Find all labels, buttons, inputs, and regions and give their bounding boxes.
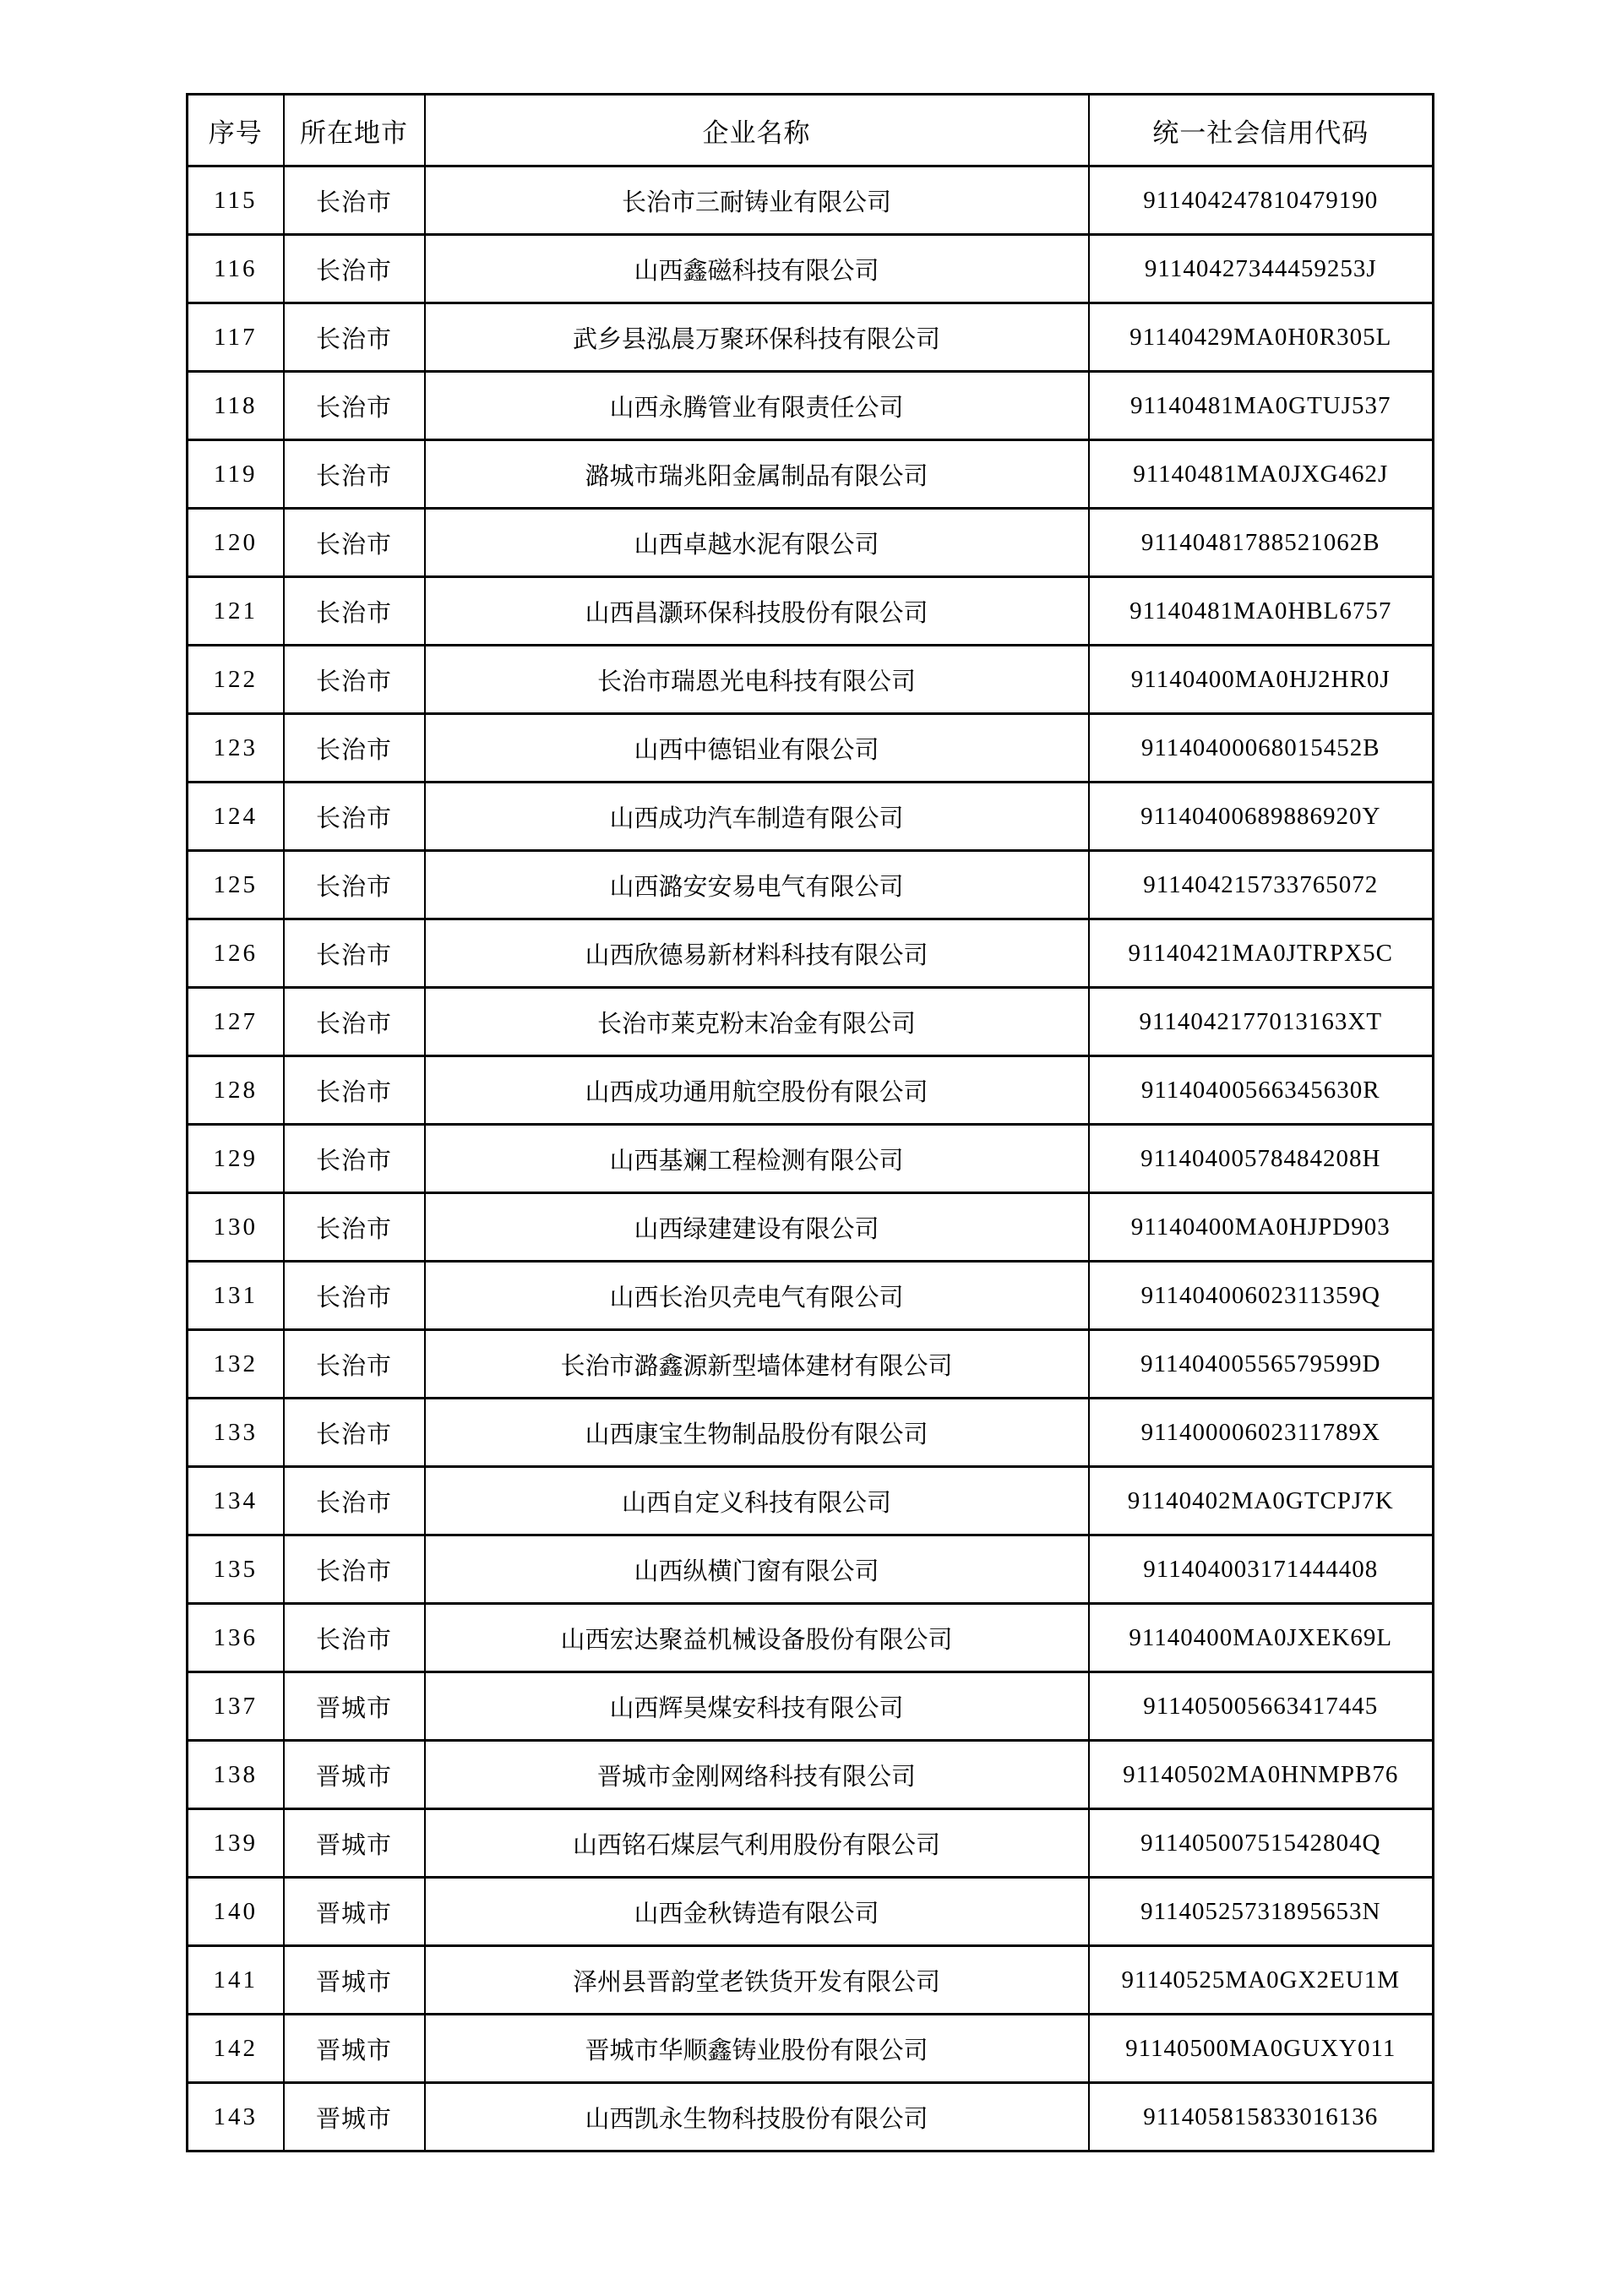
row-index: 135 bbox=[188, 1535, 284, 1604]
row-credit-code: 911404215733765072 bbox=[1089, 851, 1434, 919]
row-company-name: 山西铭石煤层气利用股份有限公司 bbox=[425, 1809, 1089, 1878]
row-index: 116 bbox=[188, 235, 284, 303]
row-index: 127 bbox=[188, 988, 284, 1056]
row-credit-code: 911404003171444408 bbox=[1089, 1535, 1434, 1604]
row-company-name: 山西卓越水泥有限公司 bbox=[425, 509, 1089, 577]
row-city: 长治市 bbox=[284, 1399, 425, 1467]
row-credit-code: 91140400578484208H bbox=[1089, 1125, 1434, 1193]
table-row bbox=[188, 1125, 1434, 1193]
row-credit-code: 91140525731895653N bbox=[1089, 1878, 1434, 1946]
row-index: 136 bbox=[188, 1604, 284, 1672]
table-row bbox=[188, 1467, 1434, 1535]
row-credit-code: 91140502MA0HNMPB76 bbox=[1089, 1741, 1434, 1809]
row-index: 139 bbox=[188, 1809, 284, 1878]
row-company-name: 潞城市瑞兆阳金属制品有限公司 bbox=[425, 440, 1089, 509]
row-index: 122 bbox=[188, 646, 284, 714]
row-city: 长治市 bbox=[284, 1330, 425, 1399]
table-row bbox=[188, 1330, 1434, 1399]
row-company-name: 晋城市华顺鑫铸业股份有限公司 bbox=[425, 2015, 1089, 2083]
row-index: 134 bbox=[188, 1467, 284, 1535]
row-city: 长治市 bbox=[284, 1467, 425, 1535]
row-index: 141 bbox=[188, 1946, 284, 2015]
table-row bbox=[188, 2015, 1434, 2083]
row-company-name: 山西自定义科技有限公司 bbox=[425, 1467, 1089, 1535]
row-city: 晋城市 bbox=[284, 1741, 425, 1809]
row-credit-code: 91140500MA0GUXY011 bbox=[1089, 2015, 1434, 2083]
row-index: 117 bbox=[188, 303, 284, 372]
row-city: 长治市 bbox=[284, 1604, 425, 1672]
row-index: 119 bbox=[188, 440, 284, 509]
row-credit-code: 91140400556579599D bbox=[1089, 1330, 1434, 1399]
row-credit-code: 91140421MA0JTRPX5C bbox=[1089, 919, 1434, 988]
row-city: 长治市 bbox=[284, 166, 425, 235]
row-city: 长治市 bbox=[284, 783, 425, 851]
row-city: 长治市 bbox=[284, 1125, 425, 1193]
row-index: 143 bbox=[188, 2083, 284, 2151]
row-credit-code: 91140525MA0GX2EU1M bbox=[1089, 1946, 1434, 2015]
table-row bbox=[188, 1604, 1434, 1672]
header-company-name: 企业名称 bbox=[425, 95, 1089, 166]
row-credit-code: 911404247810479190 bbox=[1089, 166, 1434, 235]
row-company-name: 山西潞安安易电气有限公司 bbox=[425, 851, 1089, 919]
table-row bbox=[188, 1262, 1434, 1330]
table-row bbox=[188, 1399, 1434, 1467]
row-city: 晋城市 bbox=[284, 1878, 425, 1946]
row-city: 晋城市 bbox=[284, 1672, 425, 1741]
row-company-name: 山西成功通用航空股份有限公司 bbox=[425, 1056, 1089, 1125]
table-row bbox=[188, 509, 1434, 577]
row-credit-code: 91140400068015452B bbox=[1089, 714, 1434, 783]
row-company-name: 山西纵横门窗有限公司 bbox=[425, 1535, 1089, 1604]
table-row bbox=[188, 1056, 1434, 1125]
header-city: 所在地市 bbox=[284, 95, 425, 166]
row-credit-code: 91140481MA0HBL6757 bbox=[1089, 577, 1434, 646]
row-city: 长治市 bbox=[284, 372, 425, 440]
row-company-name: 山西基斓工程检测有限公司 bbox=[425, 1125, 1089, 1193]
table-row bbox=[188, 372, 1434, 440]
table-row bbox=[188, 235, 1434, 303]
row-company-name: 山西凯永生物科技股份有限公司 bbox=[425, 2083, 1089, 2151]
row-company-name: 山西辉昊煤安科技有限公司 bbox=[425, 1672, 1089, 1741]
row-company-name: 泽州县晋韵堂老铁货开发有限公司 bbox=[425, 1946, 1089, 2015]
row-index: 128 bbox=[188, 1056, 284, 1125]
table-row bbox=[188, 1672, 1434, 1741]
table-row bbox=[188, 2083, 1434, 2151]
table-row bbox=[188, 646, 1434, 714]
row-credit-code: 91140402MA0GTCPJ7K bbox=[1089, 1467, 1434, 1535]
row-city: 晋城市 bbox=[284, 2015, 425, 2083]
row-city: 长治市 bbox=[284, 1535, 425, 1604]
row-city: 长治市 bbox=[284, 235, 425, 303]
row-company-name: 晋城市金刚网络科技有限公司 bbox=[425, 1741, 1089, 1809]
row-index: 140 bbox=[188, 1878, 284, 1946]
table-row bbox=[188, 851, 1434, 919]
row-index: 142 bbox=[188, 2015, 284, 2083]
row-city: 长治市 bbox=[284, 646, 425, 714]
row-credit-code: 911405815833016136 bbox=[1089, 2083, 1434, 2151]
table-row bbox=[188, 783, 1434, 851]
row-credit-code: 9114042177013163XT bbox=[1089, 988, 1434, 1056]
table-row bbox=[188, 577, 1434, 646]
row-city: 长治市 bbox=[284, 851, 425, 919]
table-row bbox=[188, 714, 1434, 783]
table-row bbox=[188, 1809, 1434, 1878]
table-header bbox=[188, 95, 1434, 166]
row-company-name: 山西欣德易新材料科技有限公司 bbox=[425, 919, 1089, 988]
row-company-name: 山西昌灏环保科技股份有限公司 bbox=[425, 577, 1089, 646]
row-index: 121 bbox=[188, 577, 284, 646]
row-city: 长治市 bbox=[284, 1056, 425, 1125]
row-city: 长治市 bbox=[284, 509, 425, 577]
row-company-name: 长治市瑞恩光电科技有限公司 bbox=[425, 646, 1089, 714]
row-company-name: 山西长治贝壳电气有限公司 bbox=[425, 1262, 1089, 1330]
row-credit-code: 91140000602311789X bbox=[1089, 1399, 1434, 1467]
table-row bbox=[188, 1193, 1434, 1262]
row-index: 138 bbox=[188, 1741, 284, 1809]
row-credit-code: 91140400689886920Y bbox=[1089, 783, 1434, 851]
row-credit-code: 91140400MA0HJ2HR0J bbox=[1089, 646, 1434, 714]
row-index: 118 bbox=[188, 372, 284, 440]
row-credit-code: 91140427344459253J bbox=[1089, 235, 1434, 303]
header-row bbox=[188, 95, 1434, 166]
row-company-name: 山西鑫磁科技有限公司 bbox=[425, 235, 1089, 303]
row-company-name: 山西宏达聚益机械设备股份有限公司 bbox=[425, 1604, 1089, 1672]
row-credit-code: 91140500751542804Q bbox=[1089, 1809, 1434, 1878]
row-index: 124 bbox=[188, 783, 284, 851]
row-city: 晋城市 bbox=[284, 1946, 425, 2015]
table-row bbox=[188, 919, 1434, 988]
row-index: 137 bbox=[188, 1672, 284, 1741]
row-city: 长治市 bbox=[284, 1262, 425, 1330]
row-company-name: 山西康宝生物制品股份有限公司 bbox=[425, 1399, 1089, 1467]
row-company-name: 武乡县泓晨万聚环保科技有限公司 bbox=[425, 303, 1089, 372]
row-company-name: 山西绿建建设有限公司 bbox=[425, 1193, 1089, 1262]
row-credit-code: 91140481MA0GTUJ537 bbox=[1089, 372, 1434, 440]
row-credit-code: 91140400566345630R bbox=[1089, 1056, 1434, 1125]
table-row bbox=[188, 166, 1434, 235]
row-company-name: 山西成功汽车制造有限公司 bbox=[425, 783, 1089, 851]
row-index: 131 bbox=[188, 1262, 284, 1330]
row-index: 123 bbox=[188, 714, 284, 783]
row-company-name: 长治市莱克粉末冶金有限公司 bbox=[425, 988, 1089, 1056]
row-city: 长治市 bbox=[284, 1193, 425, 1262]
table-row bbox=[188, 988, 1434, 1056]
row-index: 125 bbox=[188, 851, 284, 919]
row-city: 长治市 bbox=[284, 303, 425, 372]
row-credit-code: 91140481788521062B bbox=[1089, 509, 1434, 577]
row-company-name: 山西永腾管业有限责任公司 bbox=[425, 372, 1089, 440]
row-credit-code: 91140481MA0JXG462J bbox=[1089, 440, 1434, 509]
row-city: 长治市 bbox=[284, 919, 425, 988]
table-row bbox=[188, 1741, 1434, 1809]
row-index: 120 bbox=[188, 509, 284, 577]
table-body bbox=[188, 166, 1434, 2151]
row-city: 晋城市 bbox=[284, 1809, 425, 1878]
row-credit-code: 91140400MA0JXEK69L bbox=[1089, 1604, 1434, 1672]
row-city: 长治市 bbox=[284, 988, 425, 1056]
row-credit-code: 91140400602311359Q bbox=[1089, 1262, 1434, 1330]
row-index: 126 bbox=[188, 919, 284, 988]
table-row bbox=[188, 1535, 1434, 1604]
row-index: 115 bbox=[188, 166, 284, 235]
table-row bbox=[188, 440, 1434, 509]
row-credit-code: 91140400MA0HJPD903 bbox=[1089, 1193, 1434, 1262]
row-index: 130 bbox=[188, 1193, 284, 1262]
table-row bbox=[188, 1878, 1434, 1946]
row-city: 长治市 bbox=[284, 577, 425, 646]
row-city: 晋城市 bbox=[284, 2083, 425, 2151]
header-credit-code: 统一社会信用代码 bbox=[1089, 95, 1434, 166]
header-index: 序号 bbox=[188, 95, 284, 166]
table-row bbox=[188, 303, 1434, 372]
row-company-name: 长治市潞鑫源新型墙体建材有限公司 bbox=[425, 1330, 1089, 1399]
row-credit-code: 91140429MA0H0R305L bbox=[1089, 303, 1434, 372]
row-city: 长治市 bbox=[284, 714, 425, 783]
row-company-name: 长治市三耐铸业有限公司 bbox=[425, 166, 1089, 235]
row-city: 长治市 bbox=[284, 440, 425, 509]
company-credit-code-table bbox=[186, 93, 1434, 2152]
row-index: 132 bbox=[188, 1330, 284, 1399]
row-company-name: 山西中德铝业有限公司 bbox=[425, 714, 1089, 783]
row-index: 133 bbox=[188, 1399, 284, 1467]
row-index: 129 bbox=[188, 1125, 284, 1193]
table-row bbox=[188, 1946, 1434, 2015]
row-company-name: 山西金秋铸造有限公司 bbox=[425, 1878, 1089, 1946]
row-credit-code: 911405005663417445 bbox=[1089, 1672, 1434, 1741]
